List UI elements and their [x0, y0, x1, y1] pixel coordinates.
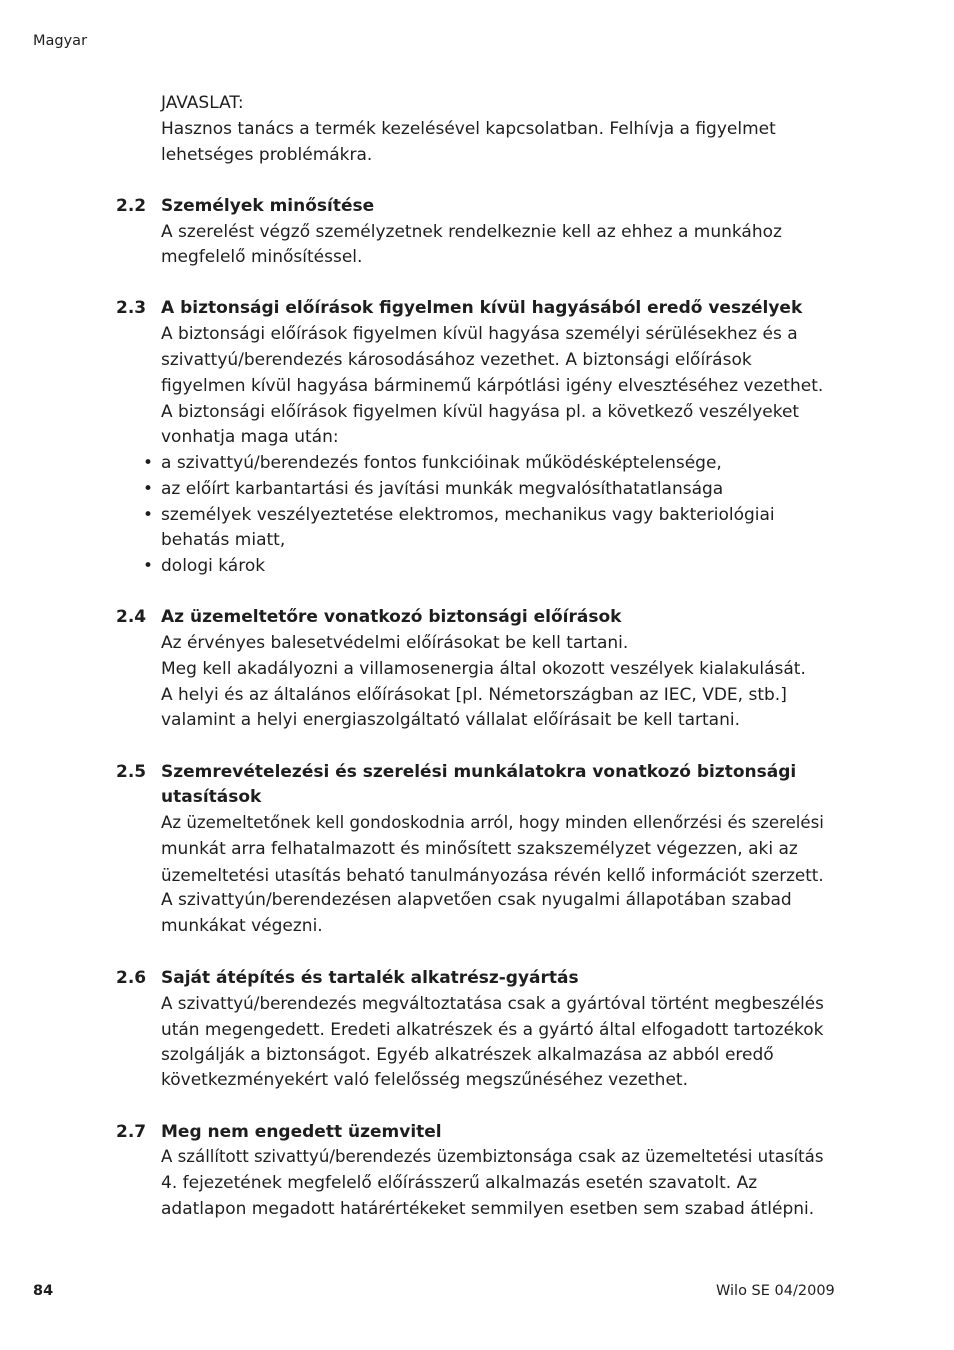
- bullet-marker: •: [143, 479, 154, 499]
- body-line: munkákat végezni.: [161, 916, 323, 936]
- bullet-item: az előírt karbantartási és javítási munkák megvalósíthatatlansága: [161, 479, 724, 499]
- section-title: Személyek minősítése: [161, 196, 375, 216]
- section-title: Saját átépítés és tartalék alkatrész-gyártás: [161, 968, 579, 988]
- bullet-marker: •: [143, 453, 154, 473]
- page-number: 84: [33, 1283, 54, 1299]
- bullet-marker: •: [143, 556, 154, 576]
- section-number: 2.7: [116, 1122, 147, 1142]
- footer-publisher: Wilo SE 04/2009: [716, 1283, 835, 1299]
- body-line: következményekért való felelősség megszűnéséhez vezethet.: [161, 1070, 688, 1090]
- body-line: A szivattyú/berendezés megváltoztatása csak a gyártóval történt megbeszélés: [161, 993, 824, 1013]
- section-number: 2.6: [116, 968, 147, 988]
- body-line: A helyi és az általános előírásokat [pl. Németországban az IEC, VDE, stb.]: [161, 685, 787, 705]
- bullet-marker: •: [143, 505, 154, 525]
- intro-line: lehetséges problémákra.: [161, 145, 373, 165]
- section-number: 2.3: [116, 298, 147, 318]
- body-line: A biztonsági előírások figyelmen kívül hagyása pl. a következő veszélyeket: [161, 402, 800, 422]
- section-number: 2.2: [116, 196, 147, 216]
- section-title: Meg nem engedett üzemvitel: [161, 1122, 442, 1142]
- body-line: után megengedett. Eredeti alkatrészek és a gyártó által elfogadott tartozékok: [161, 1019, 824, 1039]
- body-line: adatlapon megadott határértékeket semmilyen esetben sem szabad átlépni.: [161, 1199, 815, 1219]
- body-line: 4. fejezetének megfelelő előírásszerű alkalmazás esetén szavatolt. Az: [161, 1173, 758, 1193]
- bullet-item: dologi károk: [161, 556, 266, 576]
- body-line: szivattyú/berendezés károsodásához vezethet. A biztonsági előírások: [161, 350, 752, 370]
- body-line: Az érvényes balesetvédelmi előírásokat be kell tartani.: [161, 633, 629, 653]
- body-line: A szivattyún/berendezésen alapvetően csak nyugalmi állapotában szabad: [161, 890, 792, 910]
- body-line: munkát arra felhatalmazott és minősített szakszemélyzet végezzen, aki az: [161, 839, 798, 859]
- section-title: Szemrevételezési és szerelési munkálatokra vonatkozó biztonsági: [161, 762, 797, 782]
- bullet-item: a szivattyú/berendezés fontos funkcióinak működésképtelensége,: [161, 453, 722, 473]
- section-title: Az üzemeltetőre vonatkozó biztonsági előírások: [161, 607, 622, 627]
- header-language: Magyar: [33, 33, 88, 49]
- body-line: A szerelést végző személyzetnek rendelkeznie kell az ehhez a munkához: [161, 222, 782, 242]
- body-line: vonhatja maga után:: [161, 427, 339, 447]
- body-line: valamint a helyi energiaszolgáltató vállalat előírásait be kell tartani.: [161, 710, 741, 730]
- bullet-item-continuation: behatás miatt,: [161, 530, 286, 550]
- bullet-item: személyek veszélyeztetése elektromos, mechanikus vagy bakteriológiai: [161, 505, 775, 525]
- body-line: üzemeltetési utasítás beható tanulmányozása révén kellő információt szerzett.: [161, 865, 824, 885]
- section-number: 2.4: [116, 607, 147, 627]
- intro-line: Hasznos tanács a termék kezelésével kapcsolatban. Felhívja a figyelmet: [161, 119, 776, 139]
- body-line: Meg kell akadályozni a villamosenergia által okozott veszélyek kialakulását.: [161, 659, 806, 679]
- section-title: A biztonsági előírások figyelmen kívül hagyásából eredő veszélyek: [161, 298, 803, 318]
- body-line: Az üzemeltetőnek kell gondoskodnia arról, hogy minden ellenőrzési és szerelési: [161, 813, 824, 832]
- section-number: 2.5: [116, 762, 147, 782]
- body-line: szolgálják a biztonságot. Egyéb alkatrészek alkalmazása az abból eredő: [161, 1045, 774, 1065]
- body-line: figyelmen kívül hagyása bárminemű kárpótlási igény elvesztéséhez vezethet.: [161, 376, 824, 396]
- body-line: megfelelő minősítéssel.: [161, 247, 363, 267]
- intro-label: JAVASLAT:: [161, 93, 244, 113]
- section-title-continuation: utasítások: [161, 787, 262, 807]
- body-line: A szállított szivattyú/berendezés üzembiztonsága csak az üzemeltetési utasítás: [161, 1147, 824, 1166]
- body-line: A biztonsági előírások figyelmen kívül hagyása személyi sérülésekhez és a: [161, 324, 798, 344]
